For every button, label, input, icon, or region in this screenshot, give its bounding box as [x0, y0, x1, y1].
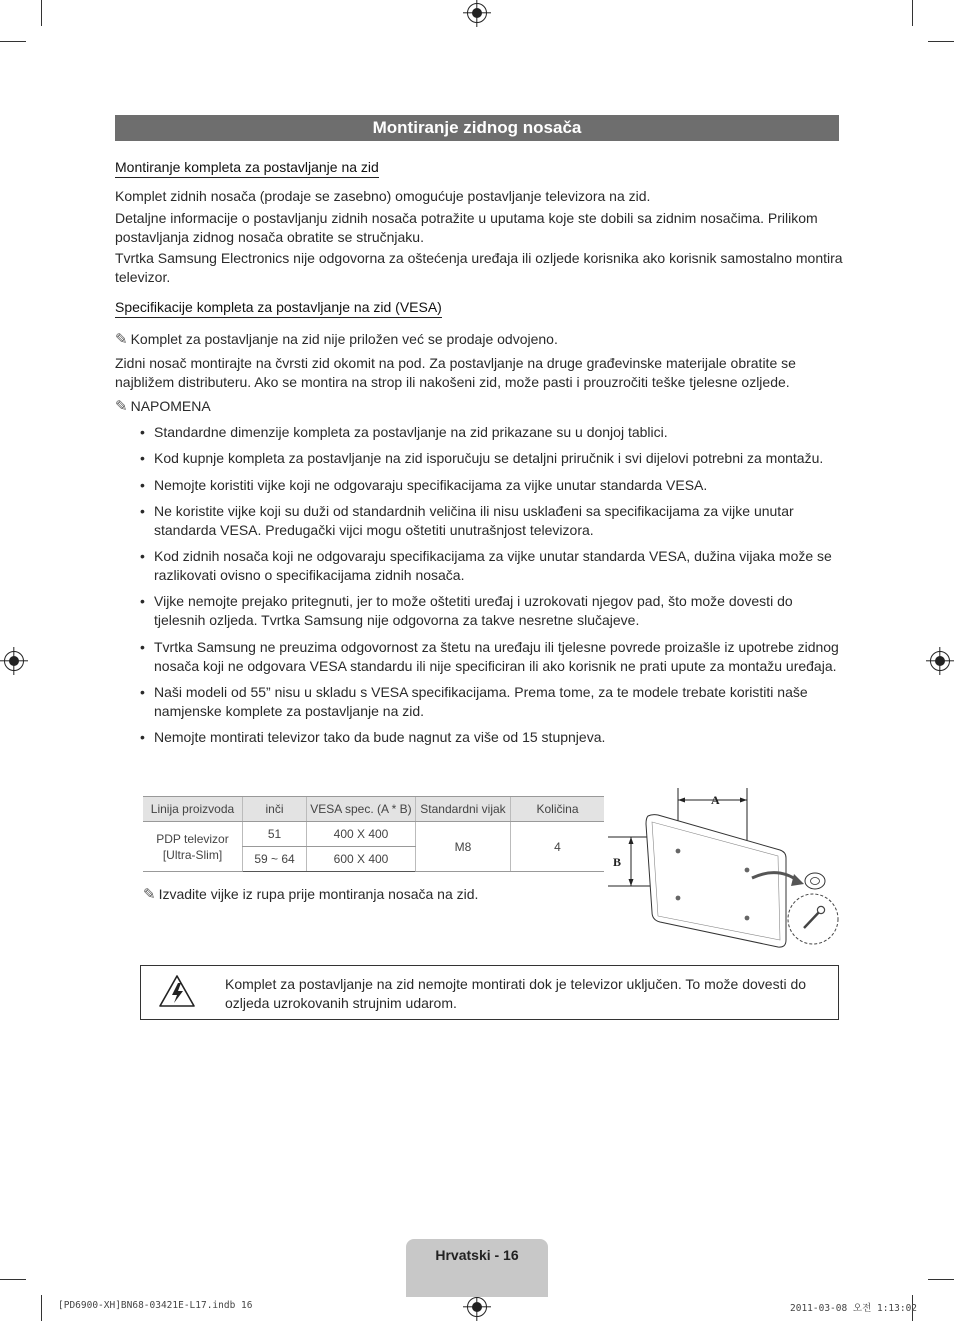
- registration-mark-icon: [930, 651, 950, 671]
- file-info: [PD6900-XH]BN68-03421E-L17.indb 16: [58, 1300, 253, 1311]
- note: [115, 330, 558, 349]
- crop-mark: [0, 1279, 26, 1280]
- paragraph: Detaljne informacije o postavljanju zidnih nosača potražite u uputama koje ste dobili sa zidnim nosačima. Prilikom postavljanja zidnog nosača obratite se stručnjaku.: [115, 210, 818, 245]
- list-item: • Nemojte montirati televizor tako da bude nagnut za više od 15 stupnjeva.: [115, 728, 843, 747]
- product-line-line1: PDP televizor: [156, 831, 229, 846]
- list-item: • Ne koristite vijke koji su duži od standardnih veličina ili nisu usklađeni sa specifikacijama za vijke unutar standarda VESA. Predugački vijci mogu oštetiti unutrašnjost televizora.: [115, 502, 843, 540]
- pencil-note-icon: ✎: [143, 886, 156, 903]
- warning-text: Komplet za postavljanje na zid nemojte montirati dok je televizor uključen. To može dovesti do ozljeda uzrokovanih strujnim udarom.: [225, 976, 807, 1011]
- paragraph: Komplet zidnih nosača (prodaje se zasebno) omogućuje postavljanje televizora na zid.: [115, 188, 651, 204]
- list-item: • Standardne dimenzije kompleta za postavljanje na zid prikazane su u donjoj tablici.: [115, 423, 843, 442]
- table-header: Standardni vijak: [416, 797, 511, 822]
- pencil-note-icon: ✎: [115, 398, 128, 415]
- table-cell-vesa: 600 X 400: [307, 847, 416, 872]
- warning-box: [140, 965, 839, 1020]
- vesa-spec-table: [143, 796, 604, 872]
- table-header: VESA spec. (A * B): [307, 797, 416, 822]
- table-cell-screw: M8: [416, 822, 511, 872]
- crop-mark: [0, 41, 26, 42]
- list-item: • Tvrtka Samsung ne preuzima odgovornost za štetu na uređaju ili tjelesne povrede proizašle iz upotrebe zidnog nosača koji ne odgovara VESA standardu ili nije specificiran ili ako korisnik ne prati upute za montažu uređaja.: [115, 638, 843, 676]
- note-label: NAPOMENA: [130, 398, 211, 414]
- section-heading-vesa: Specifikacije kompleta za postavljanje na zid (VESA): [115, 299, 442, 318]
- table-cell-vesa: 400 X 400: [307, 822, 416, 847]
- table-header: Količina: [511, 797, 605, 822]
- dimension-label-a: A: [711, 793, 720, 807]
- product-line-line2: [Ultra-Slim]: [162, 847, 223, 862]
- crop-mark: [928, 1279, 954, 1280]
- paragraph: Tvrtka Samsung Electronics nije odgovorna za oštećenja uređaja ili ozljede korisnika ako korisnik samostalno montira televizor.: [115, 250, 843, 285]
- list-item: • Vijke nemojte prejako pritegnuti, jer to može oštetiti uređaj i uzrokovati njegov pad, što može dovesti do tjelesnih ozljeda. Tvrtka Samsung nije odgovorna za takve nesretne slučajeve.: [115, 592, 843, 630]
- table-header: inči: [243, 797, 307, 822]
- note-heading: [115, 397, 211, 416]
- page-title: Montiranje zidnog nosača: [115, 115, 839, 141]
- paragraph: Zidni nosač montirajte na čvrsti zid okomit na pod. Za postavljanje na druge građevinske materijale obratite se najbližem distributeru. Ako se montira na strop ili nakošeni zid, može pasti i prouzročiti teške tjelesne ozljede.: [115, 355, 796, 390]
- table-cell-inches: 51: [243, 822, 307, 847]
- registration-mark-icon: [4, 651, 24, 671]
- table-cell-quantity: 4: [511, 822, 605, 872]
- registration-mark-icon: [467, 1297, 487, 1317]
- table-row: [143, 822, 604, 847]
- crop-mark: [912, 0, 913, 26]
- list-item: • Naši modeli od 55” nisu u skladu s VESA specifikacijama. Prema tome, za te modele trebate koristiti naše namjenske komplete za postavljanje na zid.: [115, 683, 843, 721]
- table-cell-product-line: [143, 822, 243, 872]
- dimension-label-b: B: [613, 855, 622, 869]
- section-heading-mounting: Montiranje kompleta za postavljanje na zid: [115, 159, 379, 178]
- list-item: • Kod kupnje kompleta za postavljanje na zid isporučuju se detaljni priručnik i svi dijelovi potrebni za montažu.: [115, 449, 843, 468]
- electric-shock-warning-icon: [158, 974, 196, 1008]
- crop-mark: [41, 0, 42, 26]
- registration-mark-icon: [467, 3, 487, 23]
- note-text: Izvadite vijke iz rupa prije montiranja nosača na zid.: [158, 886, 479, 902]
- crop-mark: [928, 41, 954, 42]
- page-number-tab: Hrvatski - 16: [406, 1239, 548, 1297]
- list-item: • Kod zidnih nosača koji ne odgovaraju specifikacijama za vijke unutar standarda VESA, dužina vijaka može se razlikovati ovisno o specifikacijama zidnih nosača.: [115, 547, 843, 585]
- list-item: • Nemojte koristiti vijke koji ne odgovaraju specifikacijama za vijke unutar standarda VESA.: [115, 476, 843, 495]
- table-cell-inches: 59 ~ 64: [243, 847, 307, 872]
- note-text: Komplet za postavljanje na zid nije priložen već se prodaje odvojeno.: [130, 331, 558, 347]
- table-header: Linija proizvoda: [143, 797, 243, 822]
- notes-list: [115, 423, 843, 755]
- wall-mount-diagram: [608, 788, 844, 954]
- pencil-note-icon: ✎: [115, 331, 128, 348]
- crop-mark: [41, 1295, 42, 1321]
- print-timestamp: 2011-03-08 오전 1:13:02: [790, 1303, 918, 1314]
- table-header-row: [143, 797, 604, 822]
- note: [143, 885, 478, 904]
